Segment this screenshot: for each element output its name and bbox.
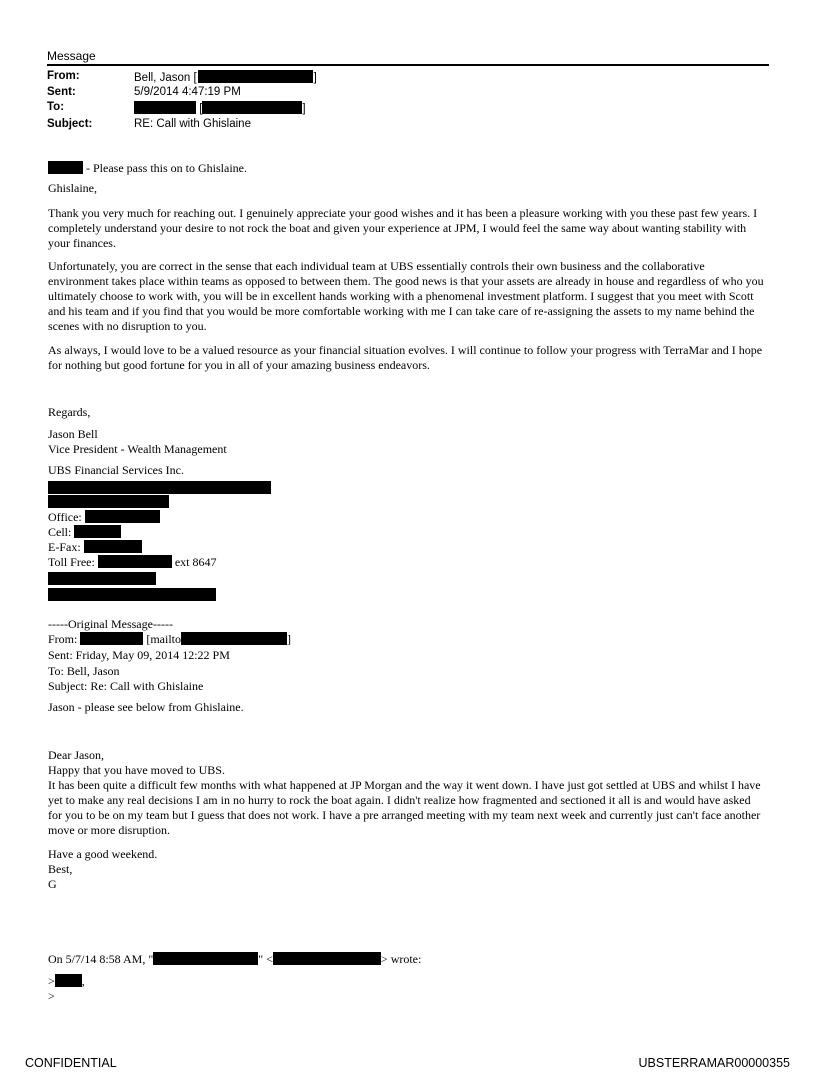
- redaction-block: [48, 481, 271, 494]
- quote-gt: >: [48, 974, 55, 988]
- redaction-block: [48, 161, 83, 174]
- best-line: Best,: [48, 862, 73, 876]
- original-mailto: [mailto: [146, 632, 182, 646]
- paragraph-2: Unfortunately, you are correct in the sense that each individual team at UBS essentially controls their own business and the collaborative environment takes place within teams as opposed to between them. The good news is that your assets are already in house and regardless of who you ultimately choose to work with, you will be in excellent hands working with a phenomenal investment platform. I suggest that you meet with Scott and his team and if you find that you would be more comfortable working with me I can take care of re-assigning the assets to my name behind the scenes with no disruption to you.: [48, 259, 764, 333]
- redaction-block: [202, 101, 302, 114]
- pass-on-text: - Please pass this on to Ghislaine.: [83, 161, 247, 175]
- original-divider: -----Original Message-----: [48, 617, 173, 631]
- redaction-block: [48, 588, 216, 601]
- quote-header: [48, 952, 421, 967]
- original-body: It has been quite a difficult few months with what happened at JP Morgan and the way it went down. I have just got settled at UBS and whilst I have yet to make any real decisions I am in no hurry to rock the boat again. I didn't realize how fragmented and sectioned it all is and would have asked for you to be on my team but I guess that does not work. I have a pre arranged meeting with my team next week and currently just can't face another move or more disruption.: [48, 778, 761, 837]
- original-from: [48, 632, 291, 647]
- to-open: [: [199, 103, 203, 115]
- sent-label: Sent:: [47, 86, 76, 98]
- sig-tollfree: [48, 555, 217, 570]
- from-close: ]: [313, 72, 317, 84]
- redaction-block: [48, 572, 156, 585]
- redaction-block: [198, 70, 313, 83]
- redaction-block: [74, 525, 121, 538]
- subject-label: Subject:: [47, 118, 93, 130]
- from-label: From:: [47, 70, 80, 82]
- weekend-line: Have a good weekend.: [48, 847, 158, 861]
- efax-label: E-Fax:: [48, 540, 81, 554]
- sig-office: [48, 510, 160, 525]
- tollfree-label: Toll Free:: [48, 555, 95, 569]
- confidential-label: CONFIDENTIAL: [25, 1056, 117, 1070]
- to-label: To:: [47, 101, 65, 113]
- to-value: [134, 101, 306, 115]
- original-sent: Sent: Friday, May 09, 2014 12:22 PM: [48, 648, 230, 662]
- pass-on-line: [48, 161, 247, 176]
- section-label: Message: [47, 49, 96, 63]
- quote-prefix: On 5/7/14 8:58 AM, ": [48, 952, 154, 966]
- cell-label: Cell:: [48, 525, 72, 539]
- header-rule: [47, 64, 769, 66]
- quote-line-2: >: [48, 989, 55, 1003]
- quote-comma: ,: [81, 974, 85, 988]
- sig-name: Jason Bell: [48, 427, 98, 441]
- sig-company: UBS Financial Services Inc.: [48, 463, 184, 477]
- original-note: Jason - please see below from Ghislaine.: [48, 700, 244, 714]
- sig-title: Vice President - Wealth Management: [48, 442, 227, 456]
- sig-efax: [48, 540, 142, 555]
- quote-mid: " <: [258, 952, 273, 966]
- initial-line: G: [48, 877, 57, 891]
- subject-value: RE: Call with Ghislaine: [134, 118, 251, 130]
- redaction-block: [153, 952, 258, 965]
- redaction-block: [134, 101, 196, 114]
- redaction-block: [273, 952, 381, 965]
- from-name: Bell, Jason [: [134, 72, 197, 84]
- redaction-block: [98, 555, 172, 568]
- redaction-block: [80, 632, 143, 645]
- redaction-block: [181, 632, 287, 645]
- redaction-block: [55, 974, 82, 987]
- regards: Regards,: [48, 405, 91, 419]
- sent-value: 5/9/2014 4:47:19 PM: [134, 86, 241, 98]
- tollfree-ext: ext 8647: [174, 555, 217, 569]
- paragraph-1: Thank you very much for reaching out. I genuinely appreciate your good wishes and it has been a pleasure working with you these past few years. I completely understand your desire to not rock the boat and given your experience at JPM, I would feel the same way about wanting stability with your finances.: [48, 206, 758, 250]
- happy-line: Happy that you have moved to UBS.: [48, 763, 225, 777]
- quote-suffix: > wrote:: [380, 952, 422, 966]
- from-value: [134, 70, 317, 84]
- dear-line: Dear Jason,: [48, 748, 104, 762]
- redaction-block: [48, 495, 169, 508]
- redaction-block: [85, 510, 160, 523]
- office-label: Office:: [48, 510, 82, 524]
- original-to: To: Bell, Jason: [48, 664, 120, 678]
- salutation: Ghislaine,: [48, 181, 97, 195]
- original-mailto-close: ]: [287, 632, 292, 646]
- to-close: ]: [302, 103, 306, 115]
- original-from-label: From:: [48, 632, 78, 646]
- quote-line-1: [48, 974, 85, 989]
- redaction-block: [84, 540, 142, 553]
- original-subject: Subject: Re: Call with Ghislaine: [48, 679, 204, 693]
- sig-cell: [48, 525, 121, 540]
- bates-number: UBSTERRAMAR00000355: [638, 1056, 790, 1070]
- paragraph-3: As always, I would love to be a valued resource as your financial situation evolves. I will continue to follow your progress with TerraMar and I hope for nothing but good fortune for you in all of your amazing business endeavors.: [48, 343, 763, 372]
